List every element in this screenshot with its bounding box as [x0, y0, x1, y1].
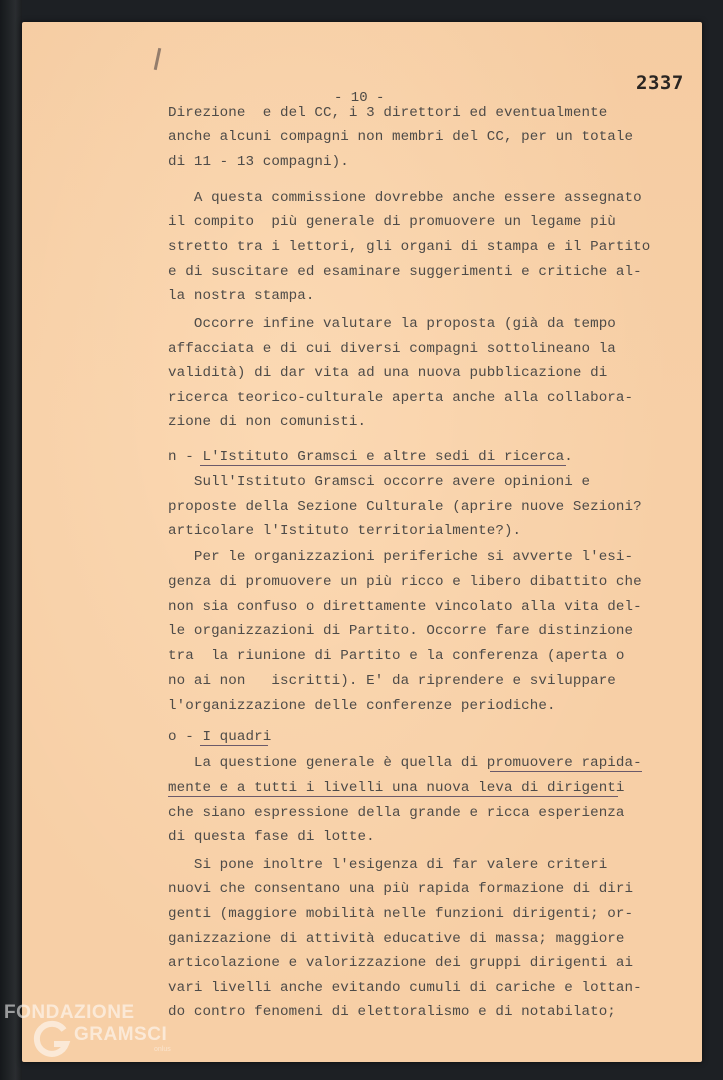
text-line: affacciata e di cui diversi compagni sottolineano la	[168, 341, 616, 357]
text-line: Sull'Istituto Gramsci occorre avere opinioni e	[168, 474, 591, 490]
page-number: - 10 -	[334, 90, 385, 106]
underline-rule	[490, 771, 642, 772]
document-page	[22, 22, 702, 1062]
watermark-line1: FONDAZIONE	[4, 1002, 135, 1023]
text-line: il compito più generale di promuovere un legame più	[168, 214, 616, 230]
section-heading-n: n - L'Istituto Gramsci e altre sedi di ricerca.	[168, 449, 573, 465]
text-line: di 11 - 13 compagni).	[168, 154, 349, 170]
watermark-small: onlus	[154, 1046, 171, 1053]
text-line: validità) di dar vita ad una nuova pubblicazione di	[168, 365, 608, 381]
pen-mark	[154, 48, 162, 70]
text-line: anche alcuni compagni non membri del CC, per un totale	[168, 129, 634, 145]
text-line: di questa fase di lotte.	[168, 829, 375, 845]
text-line: genti (maggiore mobilità nelle funzioni dirigenti; or-	[168, 906, 634, 922]
text-line: genza di promuovere un più ricco e libero dibattito che	[168, 574, 642, 590]
document-number: 2337	[636, 72, 684, 94]
text-line: stretto tra i lettori, gli organi di stampa e il Partito	[168, 239, 651, 255]
underline-rule	[200, 465, 566, 466]
underline-rule	[200, 745, 268, 746]
text-line: e di suscitare ed esaminare suggerimenti e critiche al-	[168, 264, 642, 280]
text-line: A questa commissione dovrebbe anche essere assegnato	[168, 190, 642, 206]
text-line: do contro fenomeni di elettoralismo e di notabilato;	[168, 1004, 616, 1020]
text-line: l'organizzazione delle conferenze periodiche.	[168, 698, 556, 714]
text-line: tra la riunione di Partito e la conferenza (aperta o	[168, 648, 625, 664]
underline-rule	[168, 796, 618, 797]
watermark-line2: GRAMSCI	[74, 1024, 168, 1045]
text-line: no ai non iscritti). E' da riprendere e sviluppare	[168, 673, 616, 689]
binder-edge	[0, 0, 22, 1080]
fondazione-gramsci-watermark	[4, 1002, 204, 1078]
text-line: zione di non comunisti.	[168, 414, 367, 430]
text-line: Direzione e del CC, i 3 direttori ed eventualmente	[168, 105, 608, 121]
text-line: non sia confuso o direttamente vincolato alla vita del-	[168, 599, 642, 615]
text-line: mente e a tutti i livelli una nuova leva di dirigenti	[168, 780, 625, 796]
text-line: Si pone inoltre l'esigenza di far valere criteri	[168, 857, 608, 873]
gramsci-g-logo-icon	[32, 1020, 72, 1060]
text-line: ricerca teorico-culturale aperta anche alla collabora-	[168, 390, 634, 406]
text-line: articolazione e valorizzazione dei gruppi dirigenti ai	[168, 955, 634, 971]
text-line: nuovi che consentano una più rapida formazione di diri	[168, 881, 634, 897]
text-line: vari livelli anche evitando cumuli di cariche e lottan-	[168, 980, 642, 996]
text-line: proposte della Sezione Culturale (aprire nuove Sezioni?	[168, 499, 642, 515]
text-line: la nostra stampa.	[168, 288, 315, 304]
text-line: Per le organizzazioni periferiche si avverte l'esi-	[168, 549, 634, 565]
text-line: Occorre infine valutare la proposta (già da tempo	[168, 316, 616, 332]
text-line: articolare l'Istituto territorialmente?).	[168, 523, 522, 539]
text-line: ganizzazione di attività educative di massa; maggiore	[168, 931, 625, 947]
section-heading-o: o - I quadri	[168, 729, 272, 745]
text-line: che siano espressione della grande e ricca esperienza	[168, 805, 625, 821]
text-line: La questione generale è quella di promuovere rapida-	[168, 755, 642, 771]
text-line: le organizzazioni di Partito. Occorre fare distinzione	[168, 623, 634, 639]
